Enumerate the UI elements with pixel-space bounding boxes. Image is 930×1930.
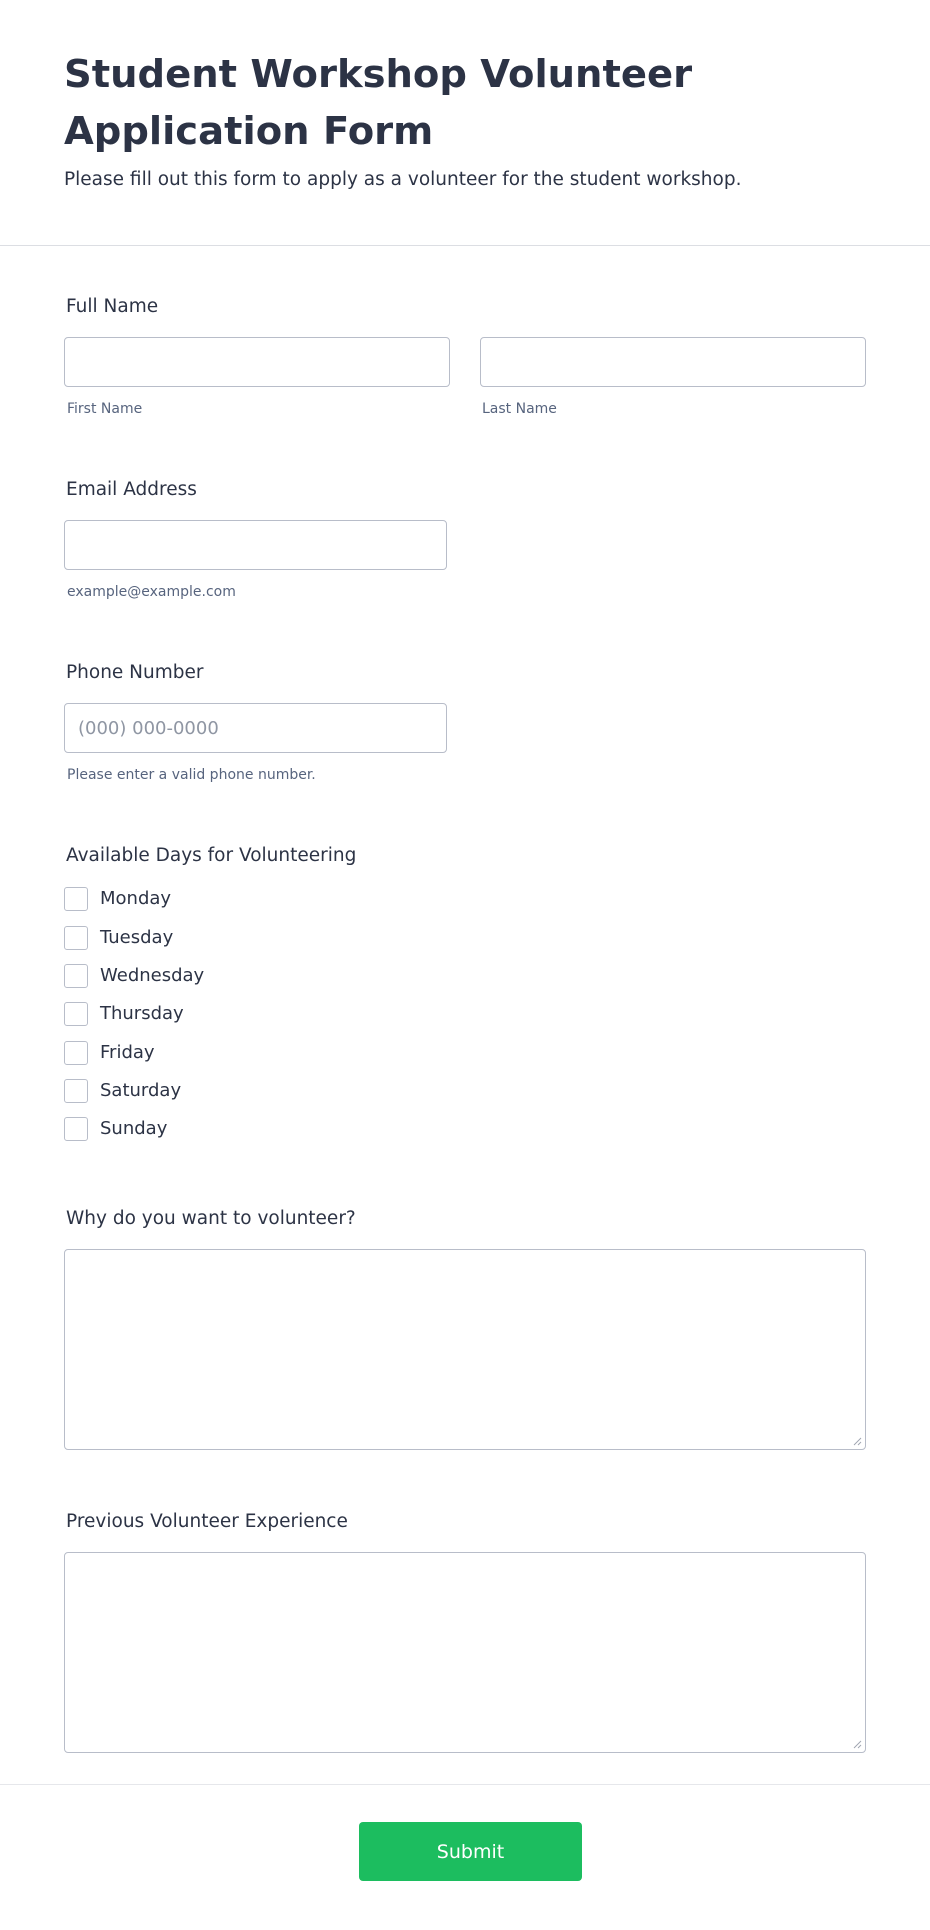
- why-volunteer-textarea[interactable]: [64, 1249, 866, 1450]
- day-option-monday[interactable]: [64, 886, 171, 912]
- footer-divider: [0, 1784, 930, 1785]
- day-option-label: Saturday: [100, 1080, 182, 1101]
- days-label: Available Days for Volunteering: [66, 845, 357, 866]
- email-sublabel: example@example.com: [67, 584, 236, 600]
- wednesday-checkbox[interactable]: [64, 964, 88, 988]
- saturday-checkbox[interactable]: [64, 1079, 88, 1103]
- submit-button[interactable]: Submit: [359, 1822, 582, 1881]
- thursday-checkbox[interactable]: [64, 1002, 88, 1026]
- phone-label: Phone Number: [66, 662, 204, 683]
- resize-handle-icon[interactable]: [852, 1436, 862, 1446]
- day-option-label: Friday: [100, 1042, 155, 1063]
- form-subtitle: Please fill out this form to apply as a volunteer for the student workshop.: [64, 169, 742, 190]
- email-input[interactable]: [64, 520, 447, 570]
- sunday-checkbox[interactable]: [64, 1117, 88, 1141]
- phone-input[interactable]: [64, 703, 447, 753]
- form-title: Student Workshop Volunteer Application Form: [64, 52, 693, 154]
- phone-sublabel: Please enter a valid phone number.: [67, 767, 316, 783]
- first-name-input[interactable]: [64, 337, 450, 387]
- day-option-thursday[interactable]: [64, 1001, 184, 1027]
- resize-handle-icon[interactable]: [852, 1739, 862, 1749]
- day-option-friday[interactable]: [64, 1040, 155, 1066]
- day-option-saturday[interactable]: [64, 1078, 181, 1104]
- day-option-wednesday[interactable]: [64, 963, 204, 989]
- full-name-label: Full Name: [66, 296, 159, 317]
- form-header: [0, 0, 930, 246]
- day-option-label: Monday: [100, 888, 172, 909]
- friday-checkbox[interactable]: [64, 1041, 88, 1065]
- day-option-label: Wednesday: [100, 965, 205, 986]
- day-option-tuesday[interactable]: [64, 925, 173, 951]
- why-volunteer-label: Why do you want to volunteer?: [66, 1208, 356, 1229]
- experience-label: Previous Volunteer Experience: [66, 1511, 348, 1532]
- email-label: Email Address: [66, 479, 197, 500]
- first-name-sublabel: First Name: [67, 401, 143, 417]
- day-option-label: Tuesday: [100, 927, 174, 948]
- experience-textarea[interactable]: [64, 1552, 866, 1753]
- monday-checkbox[interactable]: [64, 887, 88, 911]
- last-name-sublabel: Last Name: [482, 401, 557, 417]
- tuesday-checkbox[interactable]: [64, 926, 88, 950]
- day-option-label: Sunday: [100, 1118, 168, 1139]
- day-option-sunday[interactable]: [64, 1116, 167, 1142]
- day-option-label: Thursday: [100, 1003, 184, 1024]
- last-name-input[interactable]: [480, 337, 866, 387]
